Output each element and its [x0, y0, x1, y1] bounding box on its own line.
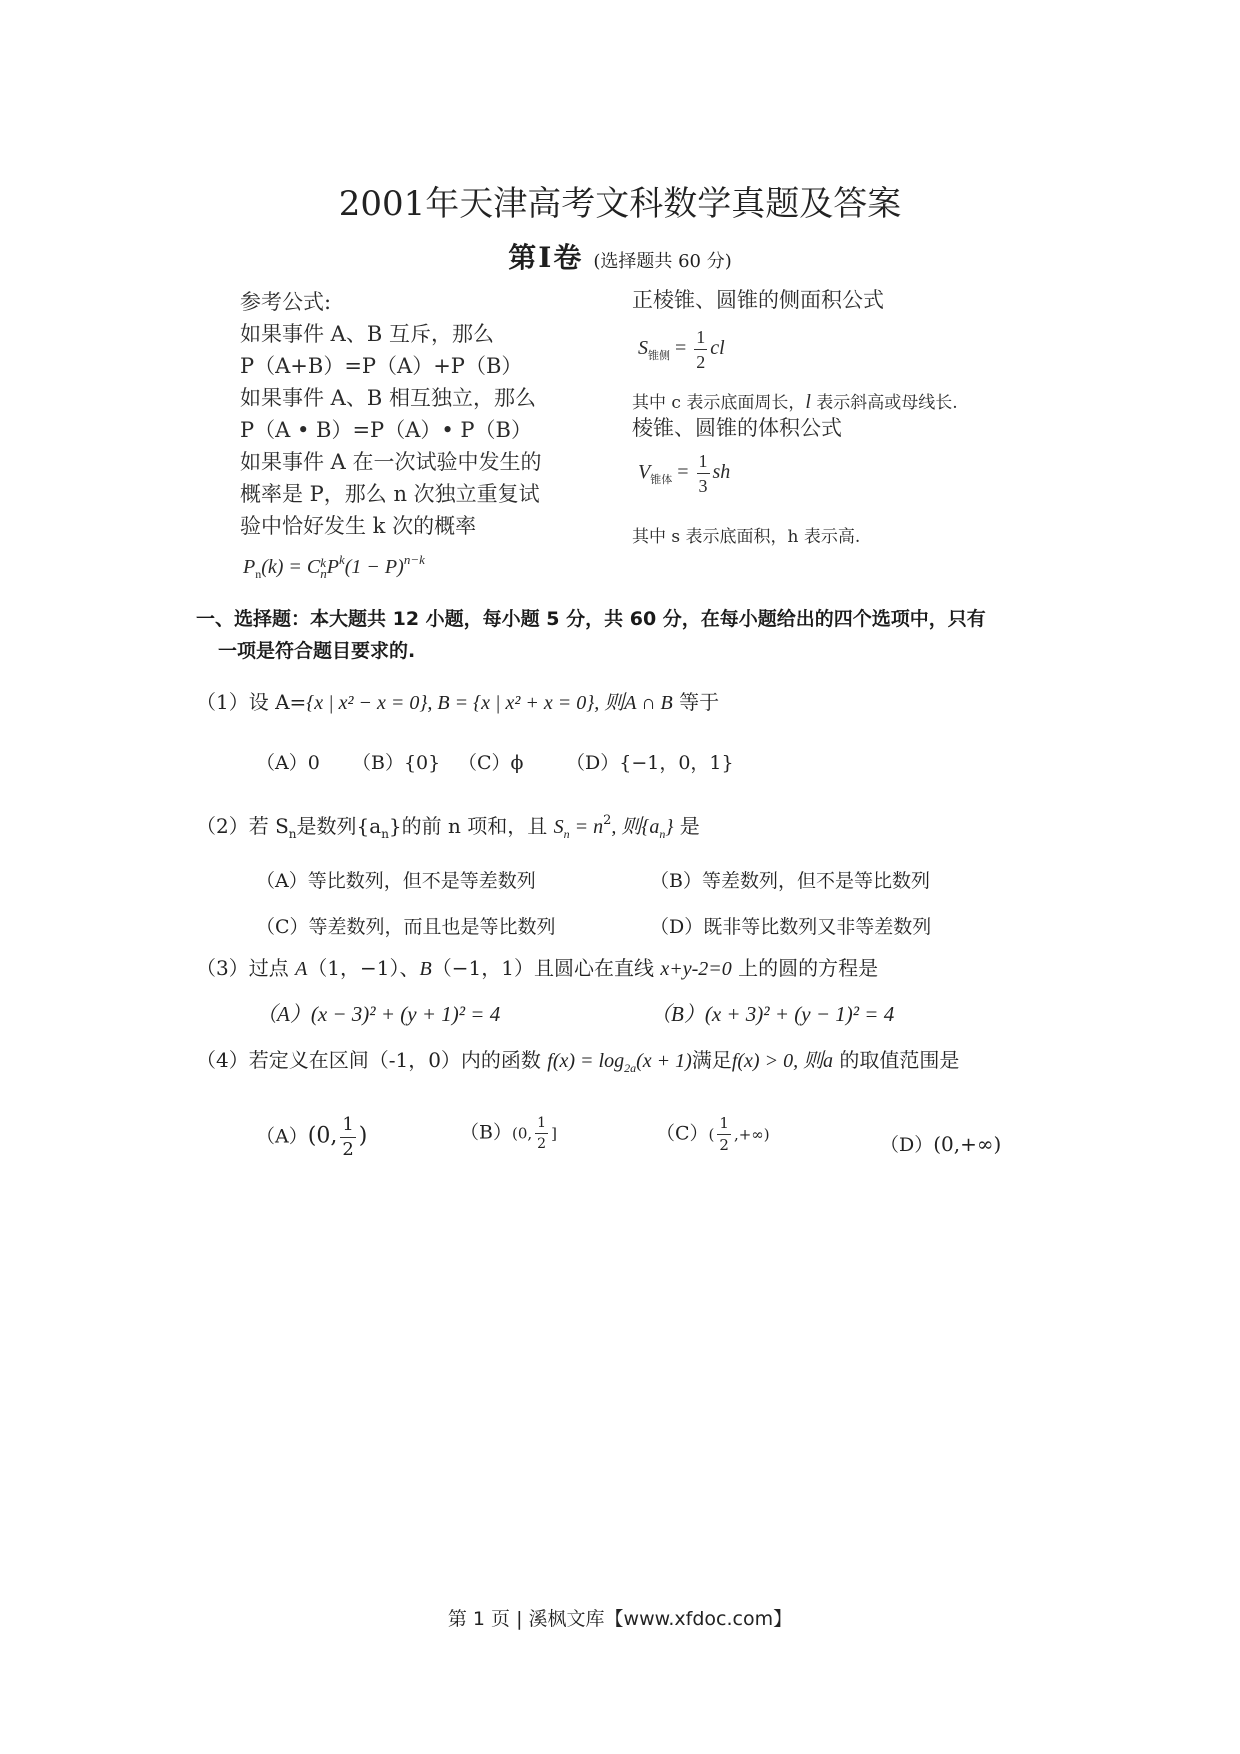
question-4: （4）若定义在区间（-1，0）内的函数 $f(x) = \log_{2a}(x + 1)$满足f(x) > 0, 则a 的取值范围是	[196, 1048, 960, 1075]
question-1: （1）设 A={x | x² − x = 0}, B = {x | x² + x = 0}, 则A ∩ B 等于	[196, 690, 720, 714]
fraction: $\frac{1}{3}$	[698, 451, 708, 496]
volume-note: (选择题共 60 分)	[593, 251, 732, 272]
q2-option-a: （A）等比数列，但不是等差数列	[256, 870, 536, 892]
cone-area-note: 其中 c 表示底面周长，l 表示斜高或母线长.	[632, 391, 958, 413]
cone-volume-note: 其中 s 表示底面积，h 表示高.	[632, 527, 861, 547]
q1-option-d: （D）{−1，0，1}	[566, 752, 734, 774]
q2-option-d: （D）既非等比数列又非等差数列	[650, 916, 932, 938]
q3-option-a: （A）(x − 3)² + (y + 1)² = 4	[256, 1002, 501, 1026]
cone-area-formula: $S_{锥侧}$ = $\frac{1}{2}$ cl	[638, 327, 725, 372]
page-title: 2001年天津高考文科数学真题及答案	[338, 184, 902, 224]
fraction: $\frac{1}{2}$	[537, 1115, 547, 1152]
reference-line: 验中恰好发生 k 次的概率	[240, 514, 477, 538]
reference-line: P（A • B）=P（A）• P（B）	[240, 418, 532, 442]
reference-left-column	[240, 286, 542, 542]
volume-label: 第Ⅰ卷	[508, 241, 584, 274]
section-heading: 一、选择题：本大题共 12 小题，每小题 5 分，共 60 分，在每小题给出的四个选项中，只有	[196, 608, 986, 630]
question-2: （2）若 $S_n$是数列$\{a_n\}$的前 n 项和，且 $S_n = n^2$, 则$\{a_n\}$ 是	[196, 813, 700, 841]
fraction: $\frac{1}{2}$	[342, 1114, 354, 1160]
reference-line: 概率是 P，那么 n 次独立重复试	[240, 482, 540, 506]
fraction: $\frac{1}{2}$	[696, 327, 706, 372]
section-heading-line2: 一项是符合题目要求的.	[218, 640, 416, 662]
q2-option-c: （C）等差数列，而且也是等比数列	[256, 916, 556, 938]
q1-option-b: （B）{0}	[352, 752, 441, 774]
reference-line: 如果事件 A 在一次试验中发生的	[240, 450, 542, 474]
question-3: （3）过点 A（1，−1）、B（−1，1）且圆心在直线 x+y-2=0 上的圆的方程是	[196, 956, 879, 980]
page-footer: 第 1 页 | 溪枫文库【www.xfdoc.com】	[447, 1608, 793, 1630]
q4-option-a: （A）(0, $\frac{1}{2}$ )	[256, 1114, 368, 1160]
cone-area-heading: 正棱锥、圆锥的侧面积公式	[632, 288, 884, 312]
reference-line: P（A+B）=P（A）+P（B）	[240, 354, 523, 378]
cone-volume-formula: $V_{锥体}$ = $\frac{1}{3}$ sh	[638, 451, 731, 496]
q3-option-b: （B）(x + 3)² + (y − 1)² = 4	[650, 1002, 895, 1026]
reference-line: 如果事件 A、B 互斥，那么	[240, 322, 494, 346]
q4-option-d: （D）(0,+∞)	[880, 1132, 1002, 1156]
fraction: $\frac{1}{2}$	[719, 1114, 729, 1154]
volume-heading	[0, 236, 1240, 276]
q1-option-a: （A）0	[256, 752, 320, 774]
q4-option-c: （C）( $\frac{1}{2}$ ,+∞)	[656, 1114, 770, 1154]
q4-option-b: （B）(0, $\frac{1}{2}$ ]	[460, 1115, 557, 1152]
binomial-formula: $P_n(k) = C$ k n $P^k(1 - P)^{n-k}$	[243, 552, 425, 582]
q2-option-b: （B）等差数列，但不是等比数列	[650, 870, 930, 892]
reference-heading: 参考公式:	[240, 290, 332, 314]
reference-line: 如果事件 A、B 相互独立，那么	[240, 386, 536, 410]
cone-volume-heading: 棱锥、圆锥的体积公式	[632, 416, 842, 440]
q1-option-c: （C）ϕ	[458, 752, 524, 774]
